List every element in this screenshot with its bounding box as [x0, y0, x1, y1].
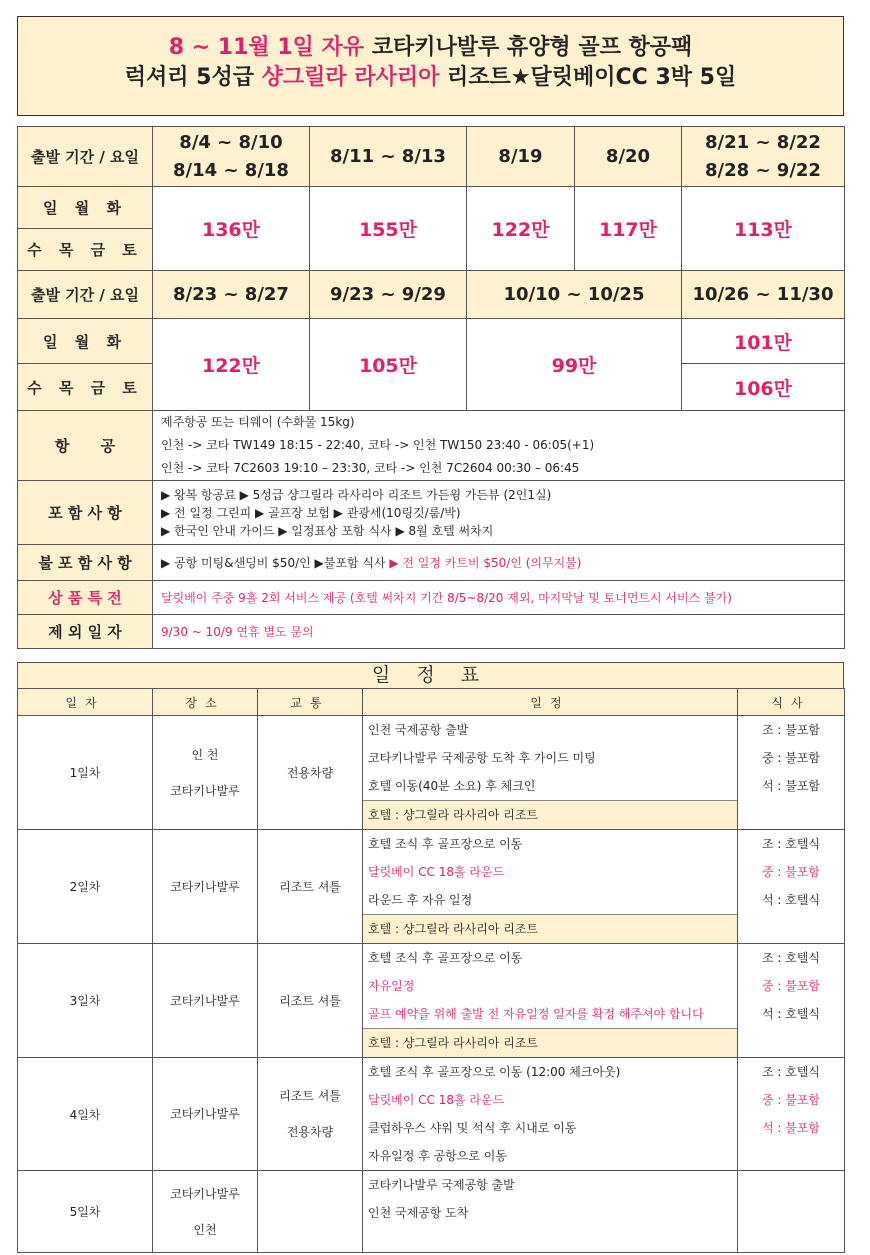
- excluded-label: 불 포 함 사 항: [18, 545, 153, 581]
- itinerary-item: 인천 국제공항 출발: [368, 723, 469, 737]
- period-text: 8/20: [605, 145, 651, 167]
- transport-name: 리조트 셔틀: [279, 993, 341, 1008]
- itinerary-item: 클럽하우스 샤워 및 석식 후 시내로 이동: [368, 1121, 577, 1135]
- period-cell: [153, 127, 310, 187]
- schedule-header-row: [18, 689, 845, 716]
- place-name: 인 천: [191, 747, 219, 762]
- schedule-title: 일 정 표: [17, 662, 844, 689]
- meals-cell: [738, 944, 845, 1058]
- excluded-text: ▶ 공항 미팅&샌딩비 $50/인 ▶불포함 식사: [161, 556, 386, 570]
- flight-line: 인천 -> 코타 TW149 18:15 - 22:40, 코타 -> 인천 TW150 23:40 - 06:05(+1): [161, 438, 595, 452]
- price-table: [17, 126, 845, 649]
- transport-name: 리조트 셔틀: [279, 879, 341, 894]
- place-cell: [153, 1171, 258, 1253]
- schedule-day-row: [18, 1058, 845, 1171]
- meal-item: 중 : 불포함: [761, 751, 821, 765]
- transport-cell: [258, 1058, 363, 1171]
- period-text: 8/19: [498, 145, 543, 167]
- place-cell: [153, 1058, 258, 1171]
- itinerary-cell: [363, 1171, 738, 1253]
- itinerary-item: 호텔 조식 후 골프장으로 이동: [368, 951, 523, 965]
- exclude-dates-row: [18, 615, 845, 649]
- hotel-note: 호텔 : 샹그릴라 라사리아 리조트: [363, 914, 737, 943]
- itinerary-item: 코타키나발루 국제공항 출발: [368, 1178, 515, 1192]
- title-banner: [17, 16, 844, 116]
- itinerary-cell: [363, 830, 738, 944]
- meals-cell: [738, 716, 845, 830]
- transport-cell: [258, 830, 363, 944]
- period-label: 출발 기간 / 요일: [18, 127, 153, 187]
- hotel-note: 호텔 : 샹그릴라 라사리아 리조트: [363, 1028, 737, 1057]
- title-product: 코타키나발루 휴양형 골프 항공팩: [371, 35, 693, 60]
- place-name: 인천: [193, 1222, 217, 1237]
- title-highlight-dates: 8 ~ 11월 1일 자유: [168, 35, 365, 60]
- period-cell: 9/23 ~ 9/29: [310, 271, 467, 319]
- day-cell: 3일차: [18, 944, 153, 1058]
- included-info: [153, 481, 845, 545]
- day-cell: 2일차: [18, 830, 153, 944]
- meals-cell: [738, 830, 845, 944]
- meal-item: 조 : 호텔식: [761, 1065, 821, 1079]
- meal-item: 석 : 호텔식: [761, 1007, 821, 1021]
- itinerary-item: 달릿베이 CC 18홀 라운드: [368, 865, 505, 879]
- price-cell: 106만: [682, 364, 845, 411]
- flight-line: 제주항공 또는 티웨이 (수화물 15kg): [161, 415, 355, 429]
- itinerary-cell: [363, 716, 738, 830]
- excluded-highlight: ▶ 전 일정 카트비 $50/인 (의무지불): [385, 556, 582, 570]
- period-text: 8/14 ~ 8/18: [173, 159, 289, 181]
- meal-item: 중 : 불포함: [761, 865, 821, 879]
- price-cell: 113만: [682, 187, 845, 271]
- price-cell: 122만: [153, 319, 310, 411]
- period-cell: 8/23 ~ 8/27: [153, 271, 310, 319]
- price-row-weekday-1: [18, 319, 845, 364]
- period-label: 출발 기간 / 요일: [18, 271, 153, 319]
- transport-name: 전용차량: [286, 1125, 334, 1139]
- included-line: ▶ 전 일정 그린피 ▶ 골프장 보험 ▶ 관광세(10링깃/룸/박): [161, 505, 461, 520]
- day-cell: 1일차: [18, 716, 153, 830]
- price-cell: 101만: [682, 319, 845, 364]
- period-text: 8/21 ~ 8/22: [705, 131, 821, 153]
- period-row-2: [18, 271, 845, 319]
- title-grade: 럭셔리 5성급: [124, 65, 254, 90]
- place-name: 코타키나발루: [170, 879, 240, 894]
- weekday-label-sun-tue: 일 월 화: [18, 319, 153, 364]
- price-cell: 155만: [310, 187, 467, 271]
- flight-line: 인천 -> 코타 7C2603 19:10 – 23:30, 코타 -> 인천 7C2604 00:30 – 06:45: [161, 461, 580, 475]
- price-cell: 117만: [575, 187, 682, 271]
- schedule-day-row: [18, 716, 845, 830]
- flight-info: [153, 411, 845, 481]
- place-cell: [153, 830, 258, 944]
- period-cell: [310, 127, 467, 187]
- transport-cell: [258, 944, 363, 1058]
- price-cell: 122만: [467, 187, 575, 271]
- exclude-dates-info: 9/30 ~ 10/9 연휴 별도 문의: [153, 615, 845, 649]
- itinerary-cell: [363, 1058, 738, 1171]
- flight-row: [18, 411, 845, 481]
- itinerary-item: 자유일정 후 공항으로 이동: [368, 1149, 507, 1163]
- itinerary-item: 호텔 조식 후 골프장으로 이동 (12:00 체크아웃): [368, 1065, 621, 1079]
- meal-item: 조 : 호텔식: [761, 837, 821, 851]
- special-label: 상 품 특 전: [18, 581, 153, 615]
- special-row: [18, 581, 845, 615]
- included-row: [18, 481, 845, 545]
- itinerary-item: 라운드 후 자유 일정: [368, 893, 473, 907]
- meals-cell: [738, 1171, 845, 1253]
- schedule-day-row: [18, 944, 845, 1058]
- price-cell: 99만: [467, 319, 682, 411]
- itinerary-item: 호텔 조식 후 골프장으로 이동: [368, 837, 523, 851]
- title-suffix: 리조트★달릿베이CC 3박 5일: [447, 65, 737, 90]
- day-cell: 4일차: [18, 1058, 153, 1171]
- excluded-row: [18, 545, 845, 581]
- itinerary-cell: [363, 944, 738, 1058]
- weekday-label-wed-sat: 수 목 금 토: [18, 364, 153, 411]
- title-hotel-name: 샹그릴라 라사리아: [261, 65, 440, 90]
- meal-item: 조 : 호텔식: [761, 951, 821, 965]
- meal-item: 중 : 불포함: [761, 979, 821, 993]
- header-transport: 교통: [258, 689, 363, 716]
- place-cell: [153, 716, 258, 830]
- schedule-table: [17, 688, 845, 1253]
- exclude-dates-label: 제 외 일 자: [18, 615, 153, 649]
- schedule-day-row: [18, 830, 845, 944]
- included-line: ▶ 한국인 안내 가이드 ▶ 일정표상 포함 식사 ▶ 8월 호텔 써차지: [161, 523, 494, 538]
- meal-item: 석 : 불포함: [761, 779, 821, 793]
- transport-cell: [258, 716, 363, 830]
- meal-item: 석 : 호텔식: [761, 893, 821, 907]
- transport-cell: [258, 1171, 363, 1253]
- period-cell: [682, 127, 845, 187]
- header-meals: 식사: [738, 689, 845, 716]
- itinerary-item: 인천 국제공항 도착: [368, 1206, 469, 1220]
- period-text: 8/28 ~ 9/22: [705, 159, 821, 181]
- header-day: 일자: [18, 689, 153, 716]
- place-name: 코타키나발루: [170, 1186, 240, 1201]
- weekday-label-sun-tue: 일 월 화: [18, 187, 153, 229]
- meal-item: 석 : 불포함: [761, 1121, 821, 1135]
- period-cell: [467, 127, 575, 187]
- itinerary-item: 코타키나발루 국제공항 도착 후 가이드 미팅: [368, 751, 596, 765]
- hotel-note: 호텔 : 샹그릴라 라사리아 리조트: [363, 800, 737, 829]
- day-cell: 5일차: [18, 1171, 153, 1253]
- itinerary-item: 골프 예약을 위해 출발 전 자유일정 일자를 확정 해주셔야 합니다: [368, 1007, 704, 1021]
- place-name: 코타키나발루: [170, 993, 240, 1008]
- period-row-1: [18, 127, 845, 187]
- schedule-day-row: [18, 1171, 845, 1253]
- transport-name: 리조트 셔틀: [279, 1089, 341, 1103]
- itinerary-item: 자유일정: [368, 979, 415, 993]
- period-text: 8/4 ~ 8/10: [179, 131, 283, 153]
- transport-name: 전용차량: [286, 765, 334, 780]
- price-cell: 105만: [310, 319, 467, 411]
- period-cell: 10/26 ~ 11/30: [682, 271, 845, 319]
- place-name: 코타키나발루: [170, 1107, 240, 1121]
- schedule-body: [18, 689, 845, 1253]
- meal-item: 중 : 불포함: [761, 1093, 821, 1107]
- title-line-1: [18, 33, 843, 63]
- title-line-2: [18, 63, 843, 93]
- special-info: 달릿베이 주중 9홀 2회 서비스 제공 (호텔 써차지 기간 8/5~8/20 제외, 마지막날 및 토너먼트시 서비스 불가): [153, 581, 845, 615]
- flight-label: 항 공: [18, 411, 153, 481]
- price-row-weekday-1: [18, 187, 845, 229]
- meal-item: 조 : 불포함: [761, 723, 821, 737]
- weekday-label-wed-sat: 수 목 금 토: [18, 229, 153, 271]
- period-cell: [575, 127, 682, 187]
- price-cell: 136만: [153, 187, 310, 271]
- header-place: 장소: [153, 689, 258, 716]
- excluded-info: [153, 545, 845, 581]
- included-line: ▶ 왕복 항공료 ▶ 5성급 샹그릴라 라사리아 리조트 가든윙 가든뷰 (2인1실): [161, 487, 552, 502]
- period-text: 8/11 ~ 8/13: [330, 145, 446, 167]
- itinerary-item: 달릿베이 CC 18홀 라운드: [368, 1093, 505, 1107]
- period-cell: 10/10 ~ 10/25: [467, 271, 682, 319]
- place-name: 코타키나발루: [170, 783, 240, 798]
- included-label: 포 함 사 항: [18, 481, 153, 545]
- place-cell: [153, 944, 258, 1058]
- itinerary-item: 호텔 이동(40분 소요) 후 체크인: [368, 779, 536, 793]
- header-itinerary: 일정: [363, 689, 738, 716]
- meals-cell: [738, 1058, 845, 1171]
